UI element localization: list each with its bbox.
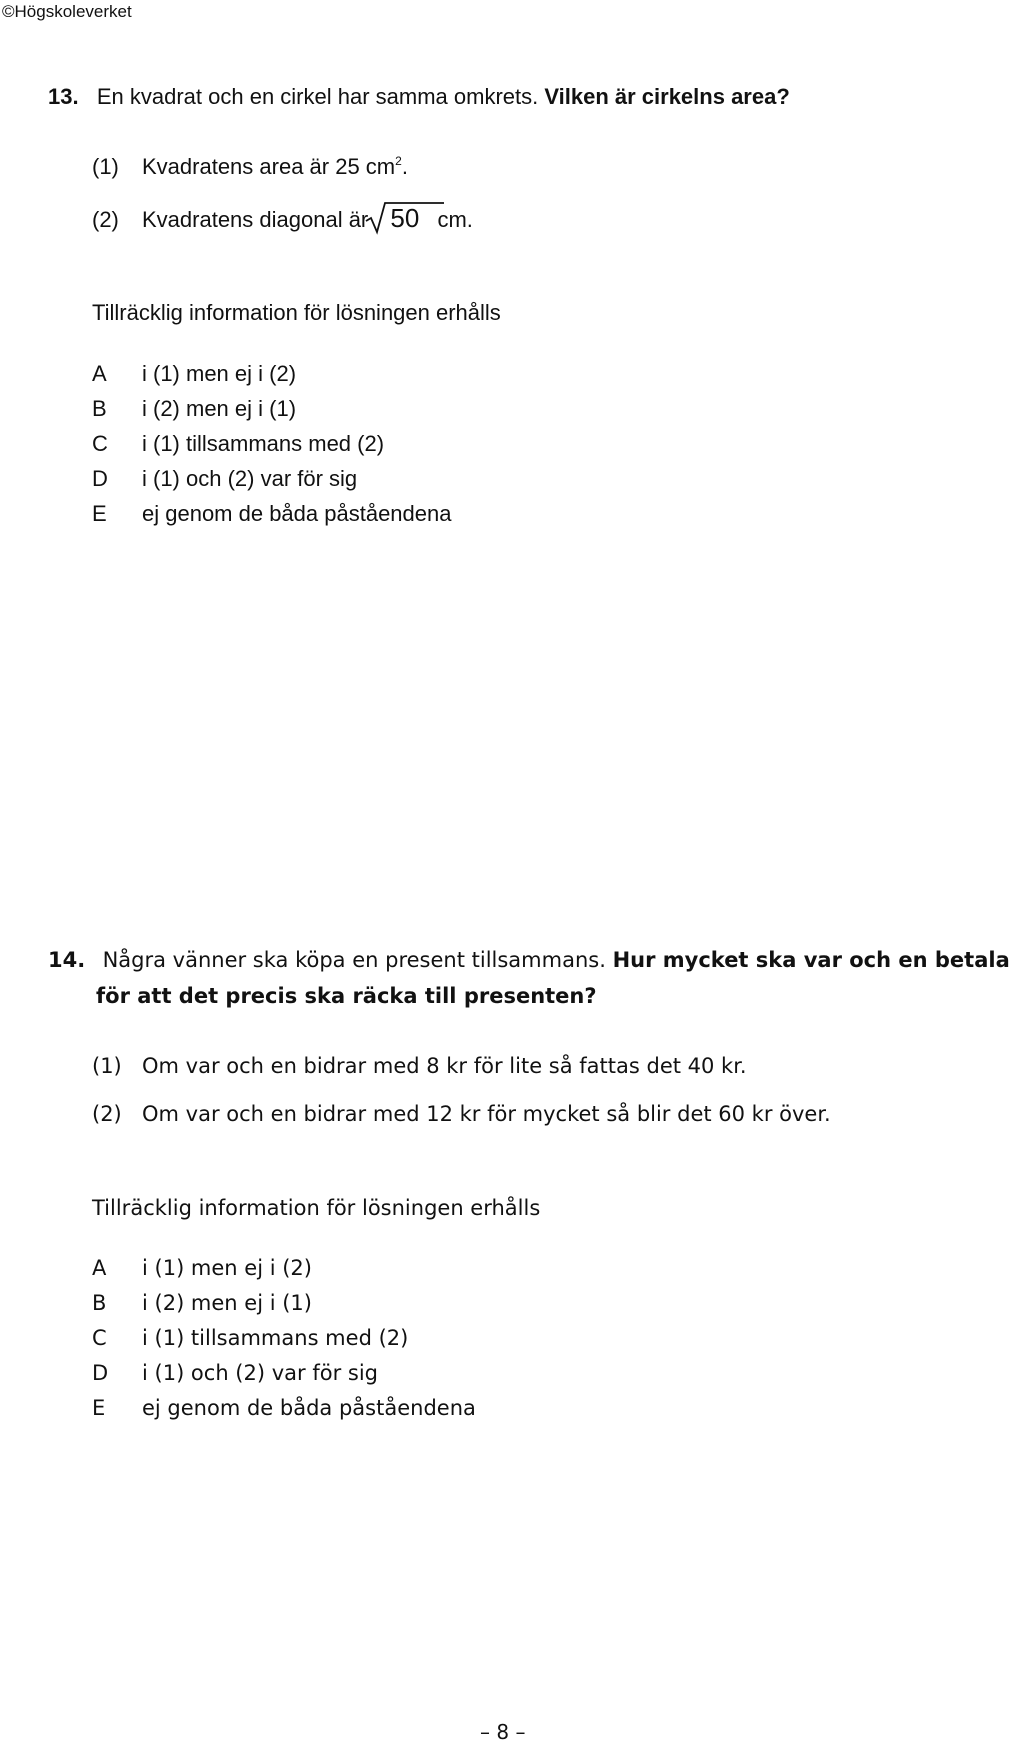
statement-2 bbox=[92, 205, 473, 233]
superscript: 2 bbox=[395, 154, 402, 168]
statement-2 bbox=[92, 1102, 831, 1126]
option-letter: E bbox=[92, 501, 107, 526]
statement-1 bbox=[92, 154, 408, 180]
answer-option-a bbox=[92, 361, 296, 387]
question-intro: En kvadrat och en cirkel har samma omkrets. bbox=[96, 84, 539, 109]
option-text: i (2) men ej i (1) bbox=[142, 1291, 312, 1315]
answer-option-e bbox=[92, 1396, 476, 1420]
question-intro: Några vänner ska köpa en present tillsammans. bbox=[102, 948, 606, 972]
statement-text: Kvadratens area är 25 cm bbox=[142, 154, 396, 179]
option-text: i (1) och (2) var för sig bbox=[142, 466, 358, 491]
page-number: – 8 – bbox=[480, 1720, 526, 1744]
option-letter: A bbox=[92, 1256, 107, 1280]
answer-option-b bbox=[92, 396, 296, 422]
option-text: i (1) men ej i (2) bbox=[142, 361, 297, 386]
option-text: ej genom de båda påståendena bbox=[142, 1396, 476, 1420]
question-13-stem bbox=[48, 84, 790, 110]
answer-option-d bbox=[92, 1361, 378, 1385]
statement-label: (2) bbox=[92, 207, 119, 232]
option-letter: C bbox=[92, 431, 108, 456]
option-text: i (1) men ej i (2) bbox=[142, 1256, 312, 1280]
statement-label: (1) bbox=[92, 154, 119, 179]
statement-text: Kvadratens diagonal är bbox=[142, 207, 369, 232]
question-prompt: Vilken är cirkelns area? bbox=[544, 84, 790, 109]
option-text: ej genom de båda påståendena bbox=[142, 501, 452, 526]
option-letter: E bbox=[92, 1396, 106, 1420]
statement-1 bbox=[92, 1054, 747, 1078]
statement-text: Om var och en bidrar med 12 kr för mycket så blir det 60 kr över. bbox=[142, 1102, 831, 1126]
statement-end: cm. bbox=[437, 207, 473, 232]
question-number: 13. bbox=[48, 84, 79, 109]
answer-heading: Tillräcklig information för lösningen erhålls bbox=[92, 300, 501, 325]
answer-option-c bbox=[92, 1326, 408, 1350]
statement-text: Om var och en bidrar med 8 kr för lite så fattas det 40 kr. bbox=[142, 1054, 747, 1078]
question-14-stem bbox=[48, 948, 1010, 972]
option-letter: A bbox=[92, 361, 107, 386]
option-letter: B bbox=[92, 396, 107, 421]
copyright-notice: ©Högskoleverket bbox=[2, 2, 132, 21]
option-text: i (1) tillsammans med (2) bbox=[142, 431, 385, 456]
option-letter: B bbox=[92, 1291, 107, 1315]
square-root bbox=[386, 205, 423, 233]
statement-end: . bbox=[401, 154, 408, 179]
option-text: i (2) men ej i (1) bbox=[142, 396, 297, 421]
statement-label: (1) bbox=[92, 1054, 122, 1078]
answer-option-b bbox=[92, 1291, 312, 1315]
question-number: 14. bbox=[48, 948, 86, 972]
option-letter: D bbox=[92, 1361, 109, 1385]
square-root-sign-icon bbox=[366, 201, 446, 237]
question-prompt-continued: för att det precis ska räcka till presenten? bbox=[96, 984, 597, 1008]
answer-option-e bbox=[92, 501, 451, 527]
answer-option-d bbox=[92, 466, 357, 492]
option-text: i (1) tillsammans med (2) bbox=[142, 1326, 409, 1350]
answer-option-c bbox=[92, 431, 384, 457]
statement-label: (2) bbox=[92, 1102, 122, 1126]
radicand: 50 bbox=[390, 203, 420, 233]
answer-option-a bbox=[92, 1256, 312, 1280]
option-text: i (1) och (2) var för sig bbox=[142, 1361, 378, 1385]
question-prompt: Hur mycket ska var och en betala bbox=[612, 948, 1010, 972]
answer-heading: Tillräcklig information för lösningen erhålls bbox=[92, 1196, 541, 1220]
option-letter: D bbox=[92, 466, 108, 491]
option-letter: C bbox=[92, 1326, 107, 1350]
